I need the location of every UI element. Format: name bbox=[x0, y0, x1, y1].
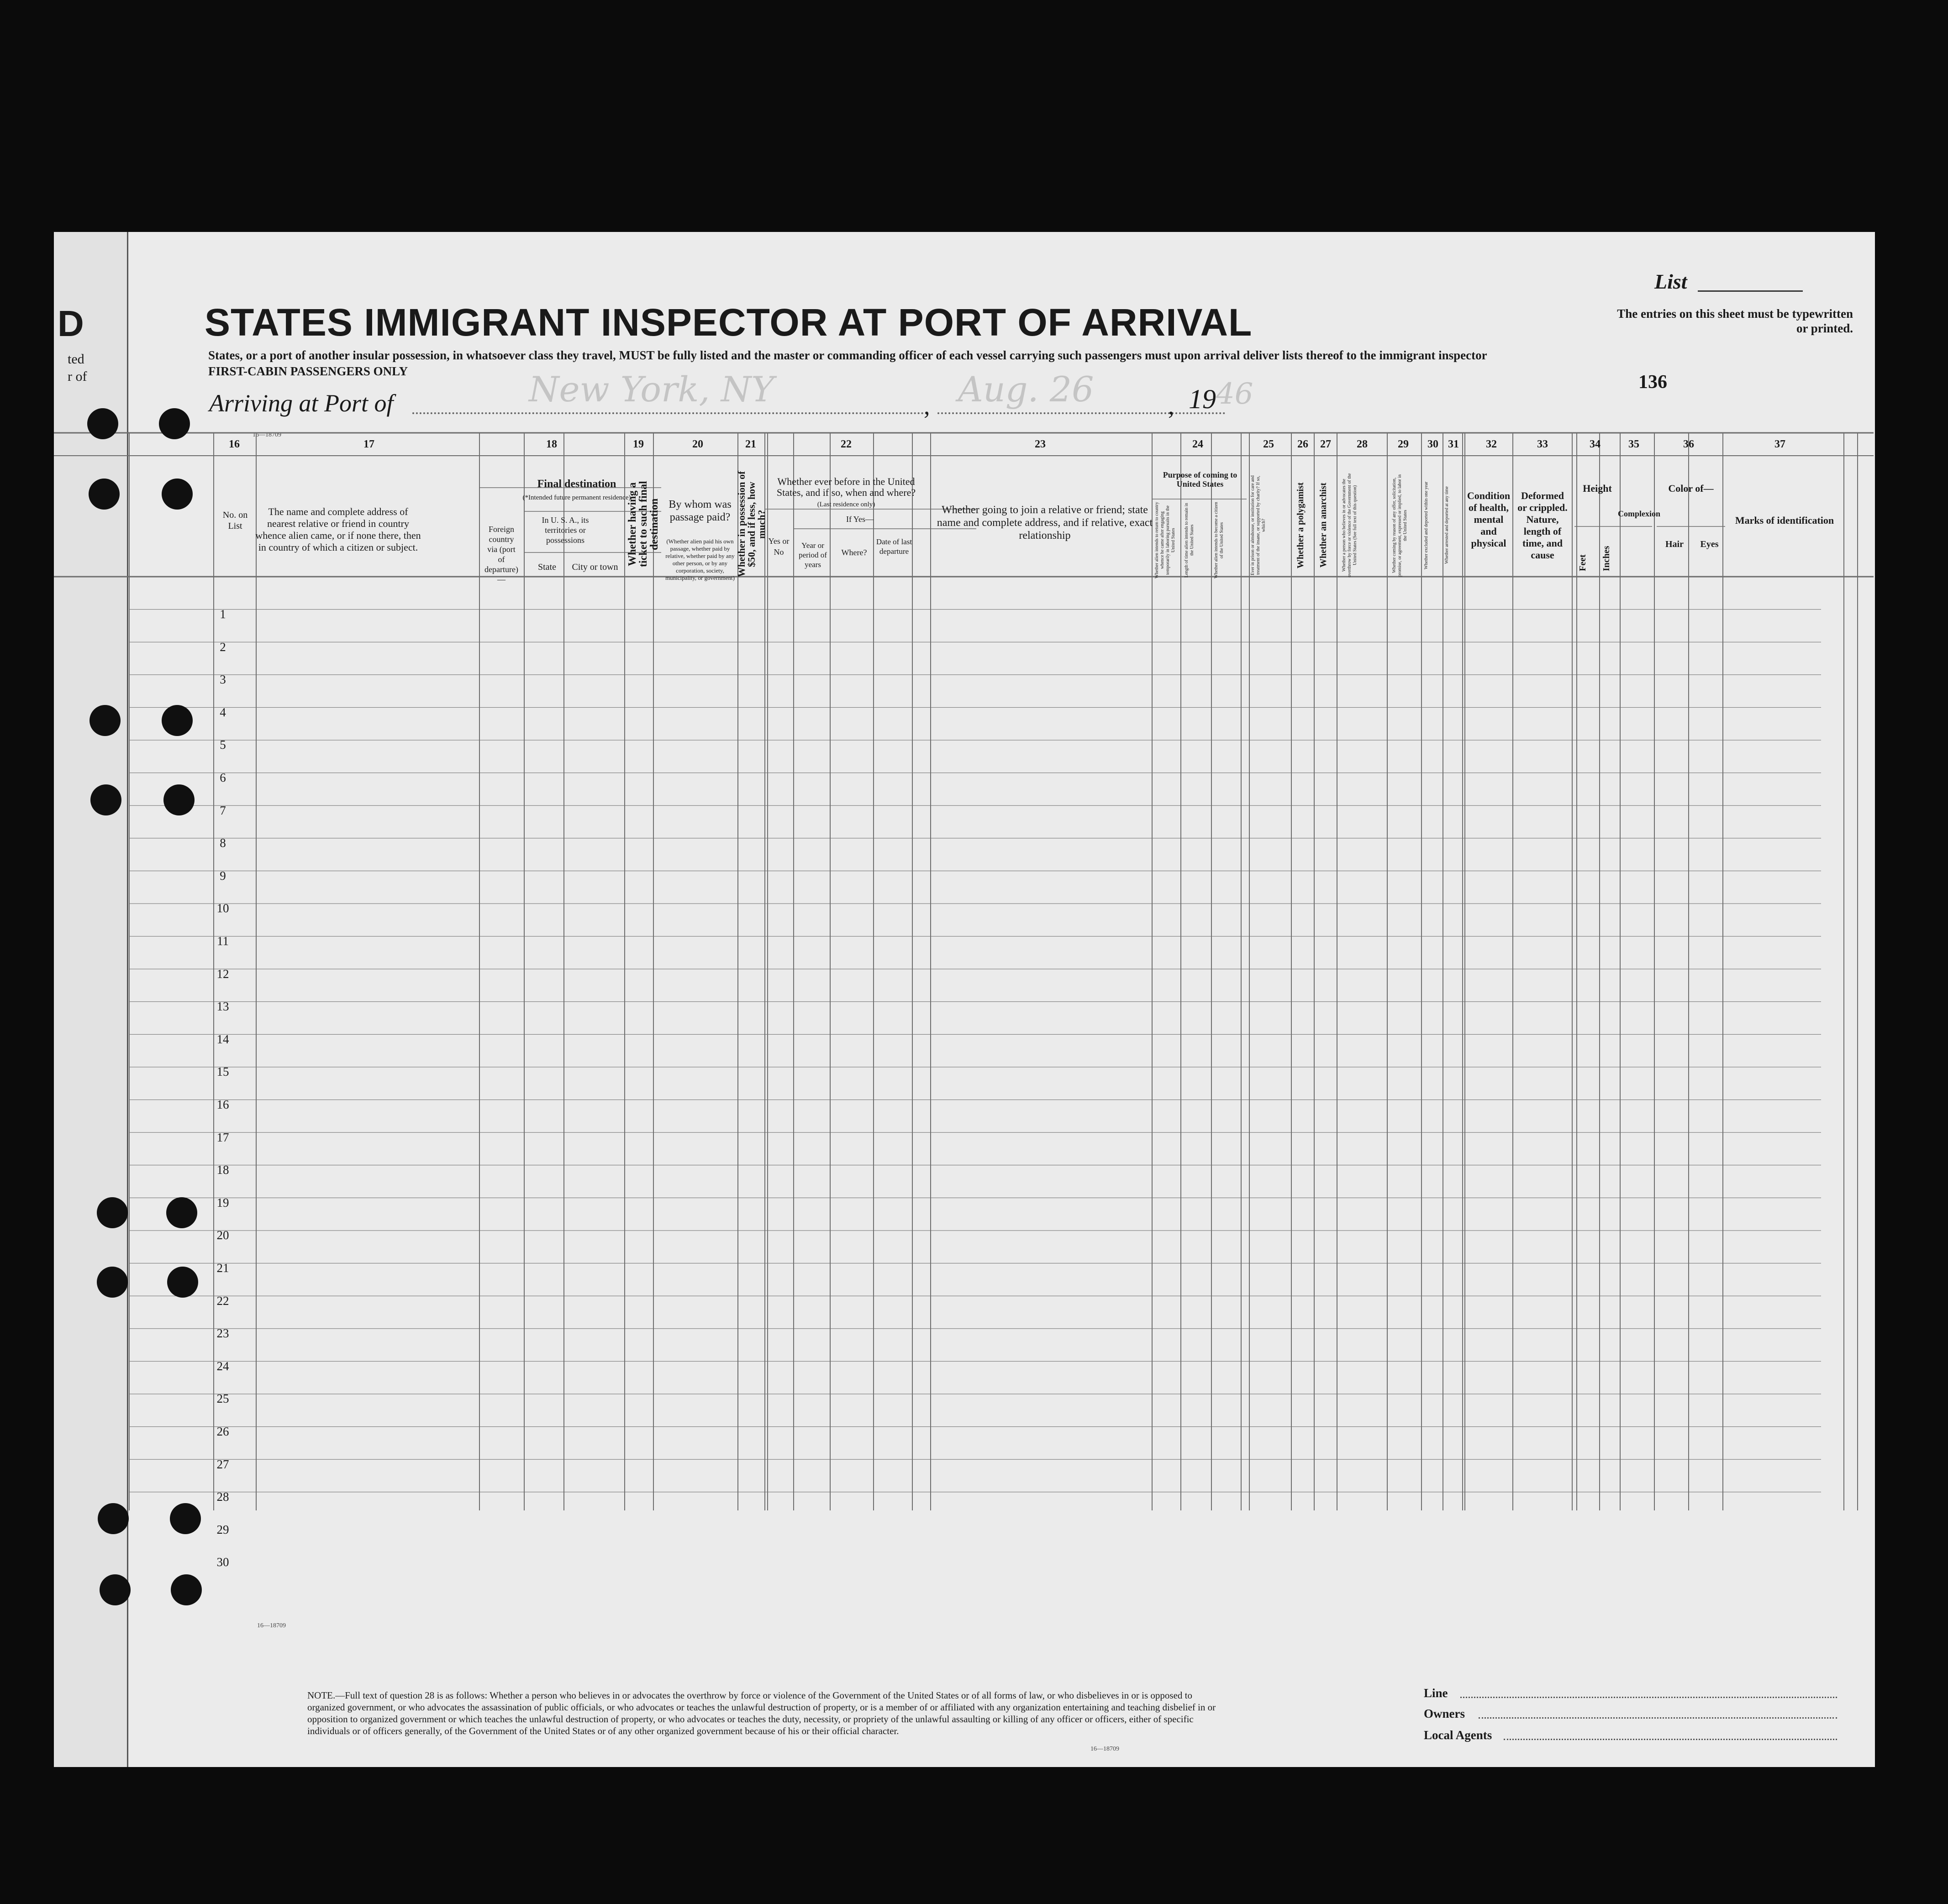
col36-hair: Hair bbox=[1665, 539, 1684, 549]
column-number: 18 bbox=[546, 438, 557, 450]
row-number: 1 bbox=[220, 607, 226, 621]
col22-date: Date of last departure bbox=[876, 537, 912, 556]
col22-yes-no: Yes or No bbox=[768, 536, 790, 557]
column-number: 30 bbox=[1427, 438, 1438, 450]
binding-hole bbox=[163, 784, 195, 815]
form-number-grid: 16—18709 bbox=[257, 1622, 286, 1629]
col36-eyes: Eyes bbox=[1700, 539, 1719, 549]
row-number: 13 bbox=[216, 999, 229, 1014]
col16-header: No. on List bbox=[222, 510, 248, 531]
stub-letter: D bbox=[58, 303, 84, 344]
binding-hole bbox=[100, 1574, 131, 1605]
row-number: 7 bbox=[220, 803, 226, 817]
col24-citizen: Whether alien intends to become a citizen of the United States bbox=[1214, 502, 1224, 579]
col18-usa: In U. S. A., its territories or possessions bbox=[542, 515, 589, 545]
manifest-grid bbox=[54, 232, 1874, 1510]
column-number: 29 bbox=[1398, 438, 1409, 450]
col35-header: Complexion bbox=[1618, 509, 1661, 518]
col24-length: Length of time alien intends to remain in the United States bbox=[1184, 503, 1195, 578]
column-number: 19 bbox=[633, 438, 644, 450]
row-number: 22 bbox=[216, 1294, 229, 1308]
col22-year: Year or period of years bbox=[799, 541, 827, 569]
instructions-line: States, or a port of another insular possession, in whatsoever class they travel, MUST be fully listed and the master or commanding officer of each vessel carrying such passengers must upon arrival deliver lists thereof to the immigrant inspector bbox=[208, 348, 1487, 362]
row-number: 6 bbox=[220, 771, 226, 784]
column-number: 36 bbox=[1683, 438, 1694, 450]
list-label: List bbox=[1654, 270, 1687, 293]
column-number: 24 bbox=[1192, 438, 1203, 450]
column-number: 28 bbox=[1357, 438, 1368, 450]
column-number: 22 bbox=[841, 438, 852, 450]
column-number: 27 bbox=[1320, 438, 1331, 450]
col20-subheader: (Whether alien paid his own passage, whether paid by relative, whether paid by any other person, or by any corporation, society, municipality, or government) bbox=[665, 538, 735, 581]
column-number: 31 bbox=[1448, 438, 1459, 450]
column-number: 26 bbox=[1297, 438, 1308, 450]
col22-title: Whether ever before in the United States, and if so, when and where? bbox=[776, 476, 916, 498]
passenger-class: FIRST-CABIN PASSENGERS ONLY bbox=[208, 364, 408, 378]
column-number: 25 bbox=[1263, 438, 1274, 450]
column-number: 37 bbox=[1774, 438, 1785, 450]
row-number: 4 bbox=[220, 705, 226, 719]
col24-return: Whether alien intends to return to country whence he came after engaging temporarily in laboring pursuits in the United States bbox=[1154, 502, 1176, 579]
date-handwritten: Aug. 26 bbox=[958, 369, 1094, 410]
col18-city: City or town bbox=[572, 562, 618, 572]
col17-header: The name and complete address of nearest relative or friend in country whence alien came, or if none there, then in country of which a citizen or subject. bbox=[255, 506, 421, 553]
row-number: 9 bbox=[220, 868, 226, 883]
col32-header: Condition of health, mental and physical bbox=[1467, 490, 1511, 549]
col34-feet: Feet bbox=[1578, 554, 1588, 572]
local-agents-label: Local Agents bbox=[1424, 1728, 1492, 1742]
binding-hole bbox=[167, 1267, 198, 1298]
row-number: 16 bbox=[216, 1098, 229, 1111]
row-number: 5 bbox=[220, 738, 226, 752]
col25-header: Ever in prison or almshouse, or institution for care and treatment of the insane, or supported by charity? If so, which? bbox=[1250, 475, 1266, 575]
row-number: 18 bbox=[216, 1163, 229, 1177]
col21-header: Whether in possession of $50, and if less, how much? bbox=[736, 471, 767, 578]
column-number: 16 bbox=[229, 438, 240, 450]
line-label: Line bbox=[1424, 1686, 1448, 1700]
binding-hole bbox=[162, 479, 193, 510]
comma-2: , bbox=[1168, 392, 1174, 420]
row-number: 12 bbox=[216, 967, 229, 981]
row-number: 20 bbox=[216, 1228, 229, 1242]
question-28-note: NOTE.—Full text of question 28 is as follows: Whether a person who believes in or advocates the overthrow by force or violence of the Government of the United States or of all forms of law, or who disbelieves in or is opposed to organized government, or who advocates the assassination of public officials, or who advocates or teaches the unlawful destruction of property, or is a member of or affiliated with any organization entertaining and teaching disbelief in or opposition to organized government or which teaches the unlawful destruction of property, or who advocates or teaches the duty, necessity, or propriety of the unlawful assaulting or killing of any officer or officers, either of specific individuals or of officers generally, of the Government of the United States or of any other organized government because of his or their official character. bbox=[307, 1690, 1216, 1736]
row-number: 17 bbox=[216, 1130, 229, 1144]
col30-header: Whether excluded and deported within one year bbox=[1424, 481, 1429, 569]
col29-header: Whether coming by reason of any offer, solicitation, promise, or agreement, expressed or implied, to labor in the United States bbox=[1392, 474, 1408, 577]
binding-hole bbox=[98, 1503, 129, 1534]
row-number: 10 bbox=[216, 901, 229, 915]
row-number: 26 bbox=[216, 1425, 229, 1438]
form-number-footer: 16—18709 bbox=[1090, 1746, 1119, 1752]
col22-where: Where? bbox=[841, 548, 867, 557]
column-number: 17 bbox=[363, 438, 374, 450]
row-number: 29 bbox=[216, 1522, 229, 1536]
arriving-label: Arriving at Port of bbox=[209, 389, 394, 417]
owners-field[interactable] bbox=[1479, 1717, 1837, 1719]
binding-hole bbox=[90, 784, 121, 815]
row-number: 28 bbox=[216, 1490, 229, 1504]
binding-hole bbox=[159, 408, 190, 439]
col22-subtitle: (Last residence only) bbox=[817, 501, 875, 508]
row-number: 21 bbox=[216, 1261, 229, 1275]
year-prefix: 19 bbox=[1189, 384, 1216, 414]
col34-header: Height bbox=[1583, 483, 1612, 494]
col34-inches: Inches bbox=[1601, 546, 1611, 571]
row-number: 19 bbox=[216, 1195, 229, 1210]
comma: , bbox=[924, 392, 930, 420]
binding-hole bbox=[162, 705, 193, 736]
manifest-sheet bbox=[54, 232, 1875, 1767]
row-number: 14 bbox=[216, 1032, 229, 1046]
col37-header: Marks of identification bbox=[1735, 515, 1834, 526]
stub-text-1: ted bbox=[68, 352, 84, 367]
form-number-top: 16—18709 bbox=[253, 431, 281, 438]
row-number: 11 bbox=[217, 934, 229, 948]
row-number: 24 bbox=[216, 1359, 229, 1373]
row-number: 30 bbox=[216, 1555, 229, 1569]
col24-title: Purpose of coming to United States bbox=[1163, 470, 1237, 489]
binding-hole bbox=[171, 1574, 202, 1605]
binding-hole bbox=[97, 1267, 128, 1298]
col18-foreign: Foreign country via (port of departure)— bbox=[484, 525, 518, 584]
port-handwritten: New York, NY bbox=[529, 369, 774, 410]
col18-subtitle: (*Intended future permanent residence) bbox=[522, 494, 631, 501]
column-number: 33 bbox=[1537, 438, 1548, 450]
binding-hole bbox=[166, 1197, 197, 1228]
col18-state: State bbox=[538, 562, 556, 572]
stub-text-2: r of bbox=[68, 369, 87, 384]
binding-hole bbox=[87, 408, 118, 439]
col31-header: Whether arrested and deported at any time bbox=[1444, 486, 1449, 564]
column-number: 34 bbox=[1590, 438, 1601, 450]
binding-hole bbox=[90, 705, 121, 736]
binding-hole bbox=[89, 479, 120, 510]
col36-header: Color of— bbox=[1668, 483, 1714, 494]
binding-hole bbox=[170, 1503, 201, 1534]
page-number: 136 bbox=[1638, 372, 1667, 393]
col20-header: By whom was passage paid? bbox=[669, 499, 732, 523]
col33-header: Deformed or crippled. Nature, length of time, and cause bbox=[1517, 490, 1568, 561]
row-number: 2 bbox=[220, 640, 226, 654]
typewritten-note: The entries on this sheet must be typewritten or printed. bbox=[1617, 307, 1853, 335]
owners-label: Owners bbox=[1424, 1707, 1465, 1720]
column-number: 35 bbox=[1628, 438, 1639, 450]
line-field[interactable] bbox=[1460, 1697, 1837, 1698]
row-number: 8 bbox=[220, 836, 226, 850]
column-number: 23 bbox=[1035, 438, 1046, 450]
col19-header: Whether having a ticket to such final destination bbox=[627, 481, 660, 568]
row-number: 27 bbox=[216, 1457, 229, 1471]
binding-hole bbox=[97, 1197, 128, 1228]
col18-title: Final destination bbox=[537, 478, 616, 490]
col27-header: Whether an anarchist bbox=[1318, 483, 1328, 568]
column-number: 21 bbox=[745, 438, 756, 450]
row-number: 15 bbox=[216, 1065, 229, 1079]
local-agents-field[interactable] bbox=[1504, 1739, 1837, 1740]
col22-if-yes: If Yes— bbox=[846, 515, 874, 524]
page-title: STATES IMMIGRANT INSPECTOR AT PORT OF ARRIVAL bbox=[205, 301, 1253, 344]
column-number: 20 bbox=[692, 438, 703, 450]
row-number: 23 bbox=[216, 1326, 229, 1341]
row-number: 3 bbox=[220, 673, 226, 687]
col26-header: Whether a polygamist bbox=[1295, 482, 1306, 568]
col28-header: Whether a person who believes in or advocates the overthrow by force or violence of the Government of the United States (See full text of this question) bbox=[1342, 473, 1358, 578]
column-number: 32 bbox=[1486, 438, 1497, 450]
row-number: 25 bbox=[216, 1392, 229, 1406]
col23-header: Whether going to join a relative or friend; state name and complete address, and if relative, exact relationship bbox=[937, 504, 1153, 542]
year-handwritten: 46 bbox=[1216, 377, 1253, 411]
